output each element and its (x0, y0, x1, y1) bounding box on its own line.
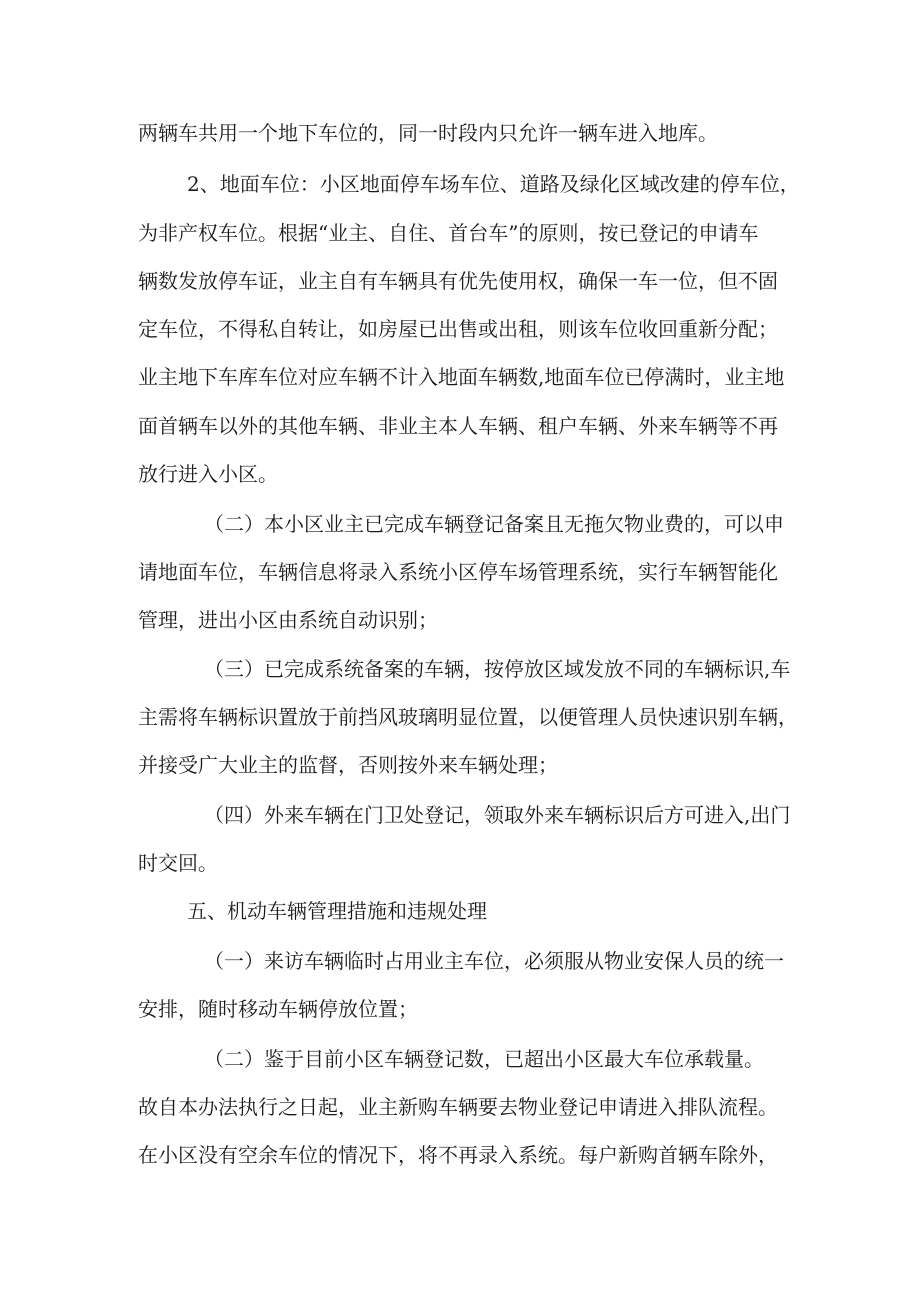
paragraph-line: （二）本小区业主已完成车辆登记备案且无拖欠物业费的，可以申 (204, 512, 784, 536)
paragraph-line: 请地面车位，车辆信息将录入系统小区停车场管理系统，实行车辆智能化 (138, 560, 778, 584)
section-heading: 五、机动车辆管理措施和违规处理 (187, 899, 487, 923)
paragraph-line: 2、地面车位：小区地面停车场车位、道路及绿化区域改建的停车位， (187, 172, 800, 196)
paragraph-line: 两辆车共用一个地下车位的，同一时段内只允许一辆车进入地库。 (138, 121, 718, 145)
paragraph-line: （三）已完成系统备案的车辆，按停放区域发放不同的车辆标识,车 (204, 657, 791, 681)
paragraph-line: 故自本办法执行之日起，业主新购车辆要去物业登记申请进入排队流程。 (138, 1095, 778, 1119)
paragraph-line: 管理，进出小区由系统自动识别； (138, 608, 438, 632)
paragraph-line: 时交回。 (138, 851, 218, 875)
paragraph-line: （四）外来车辆在门卫处登记，领取外来车辆标识后方可进入,出门 (204, 803, 791, 827)
paragraph-line: 并接受广大业主的监督，否则按外来车辆处理； (138, 753, 558, 777)
paragraph-line: 为非产权车位。根据“业主、自住、首台车”的原则，按已登记的申请车 (138, 221, 759, 245)
paragraph-line: 安排，随时移动车辆停放位置； (138, 997, 418, 1021)
paragraph-line: 定车位，不得私自转让，如房屋已出售或出租，则该车位收回重新分配； (138, 317, 778, 341)
paragraph-line: 业主地下车库车位对应车辆不计入地面车辆数,地面车位已停满时，业主地 (138, 365, 785, 389)
paragraph-line: 面首辆车以外的其他车辆、非业主本人车辆、租户车辆、外来车辆等不再 (138, 414, 778, 438)
paragraph-line: 辆数发放停车证，业主自有车辆具有优先使用权，确保一车一位，但不固 (138, 269, 778, 293)
paragraph-line: 在小区没有空余车位的情况下，将不再录入系统。每户新购首辆车除外， (138, 1143, 778, 1167)
paragraph-line: （二）鉴于目前小区车辆登记数，已超出小区最大车位承载量。 (204, 1047, 764, 1071)
paragraph-line: （一）来访车辆临时占用业主车位，必须服从物业安保人员的统一 (204, 949, 784, 973)
paragraph-line: 主需将车辆标识置放于前挡风玻璃明显位置，以便管理人员快速识别车辆， (138, 705, 798, 729)
paragraph-line: 放行进入小区。 (138, 462, 278, 486)
